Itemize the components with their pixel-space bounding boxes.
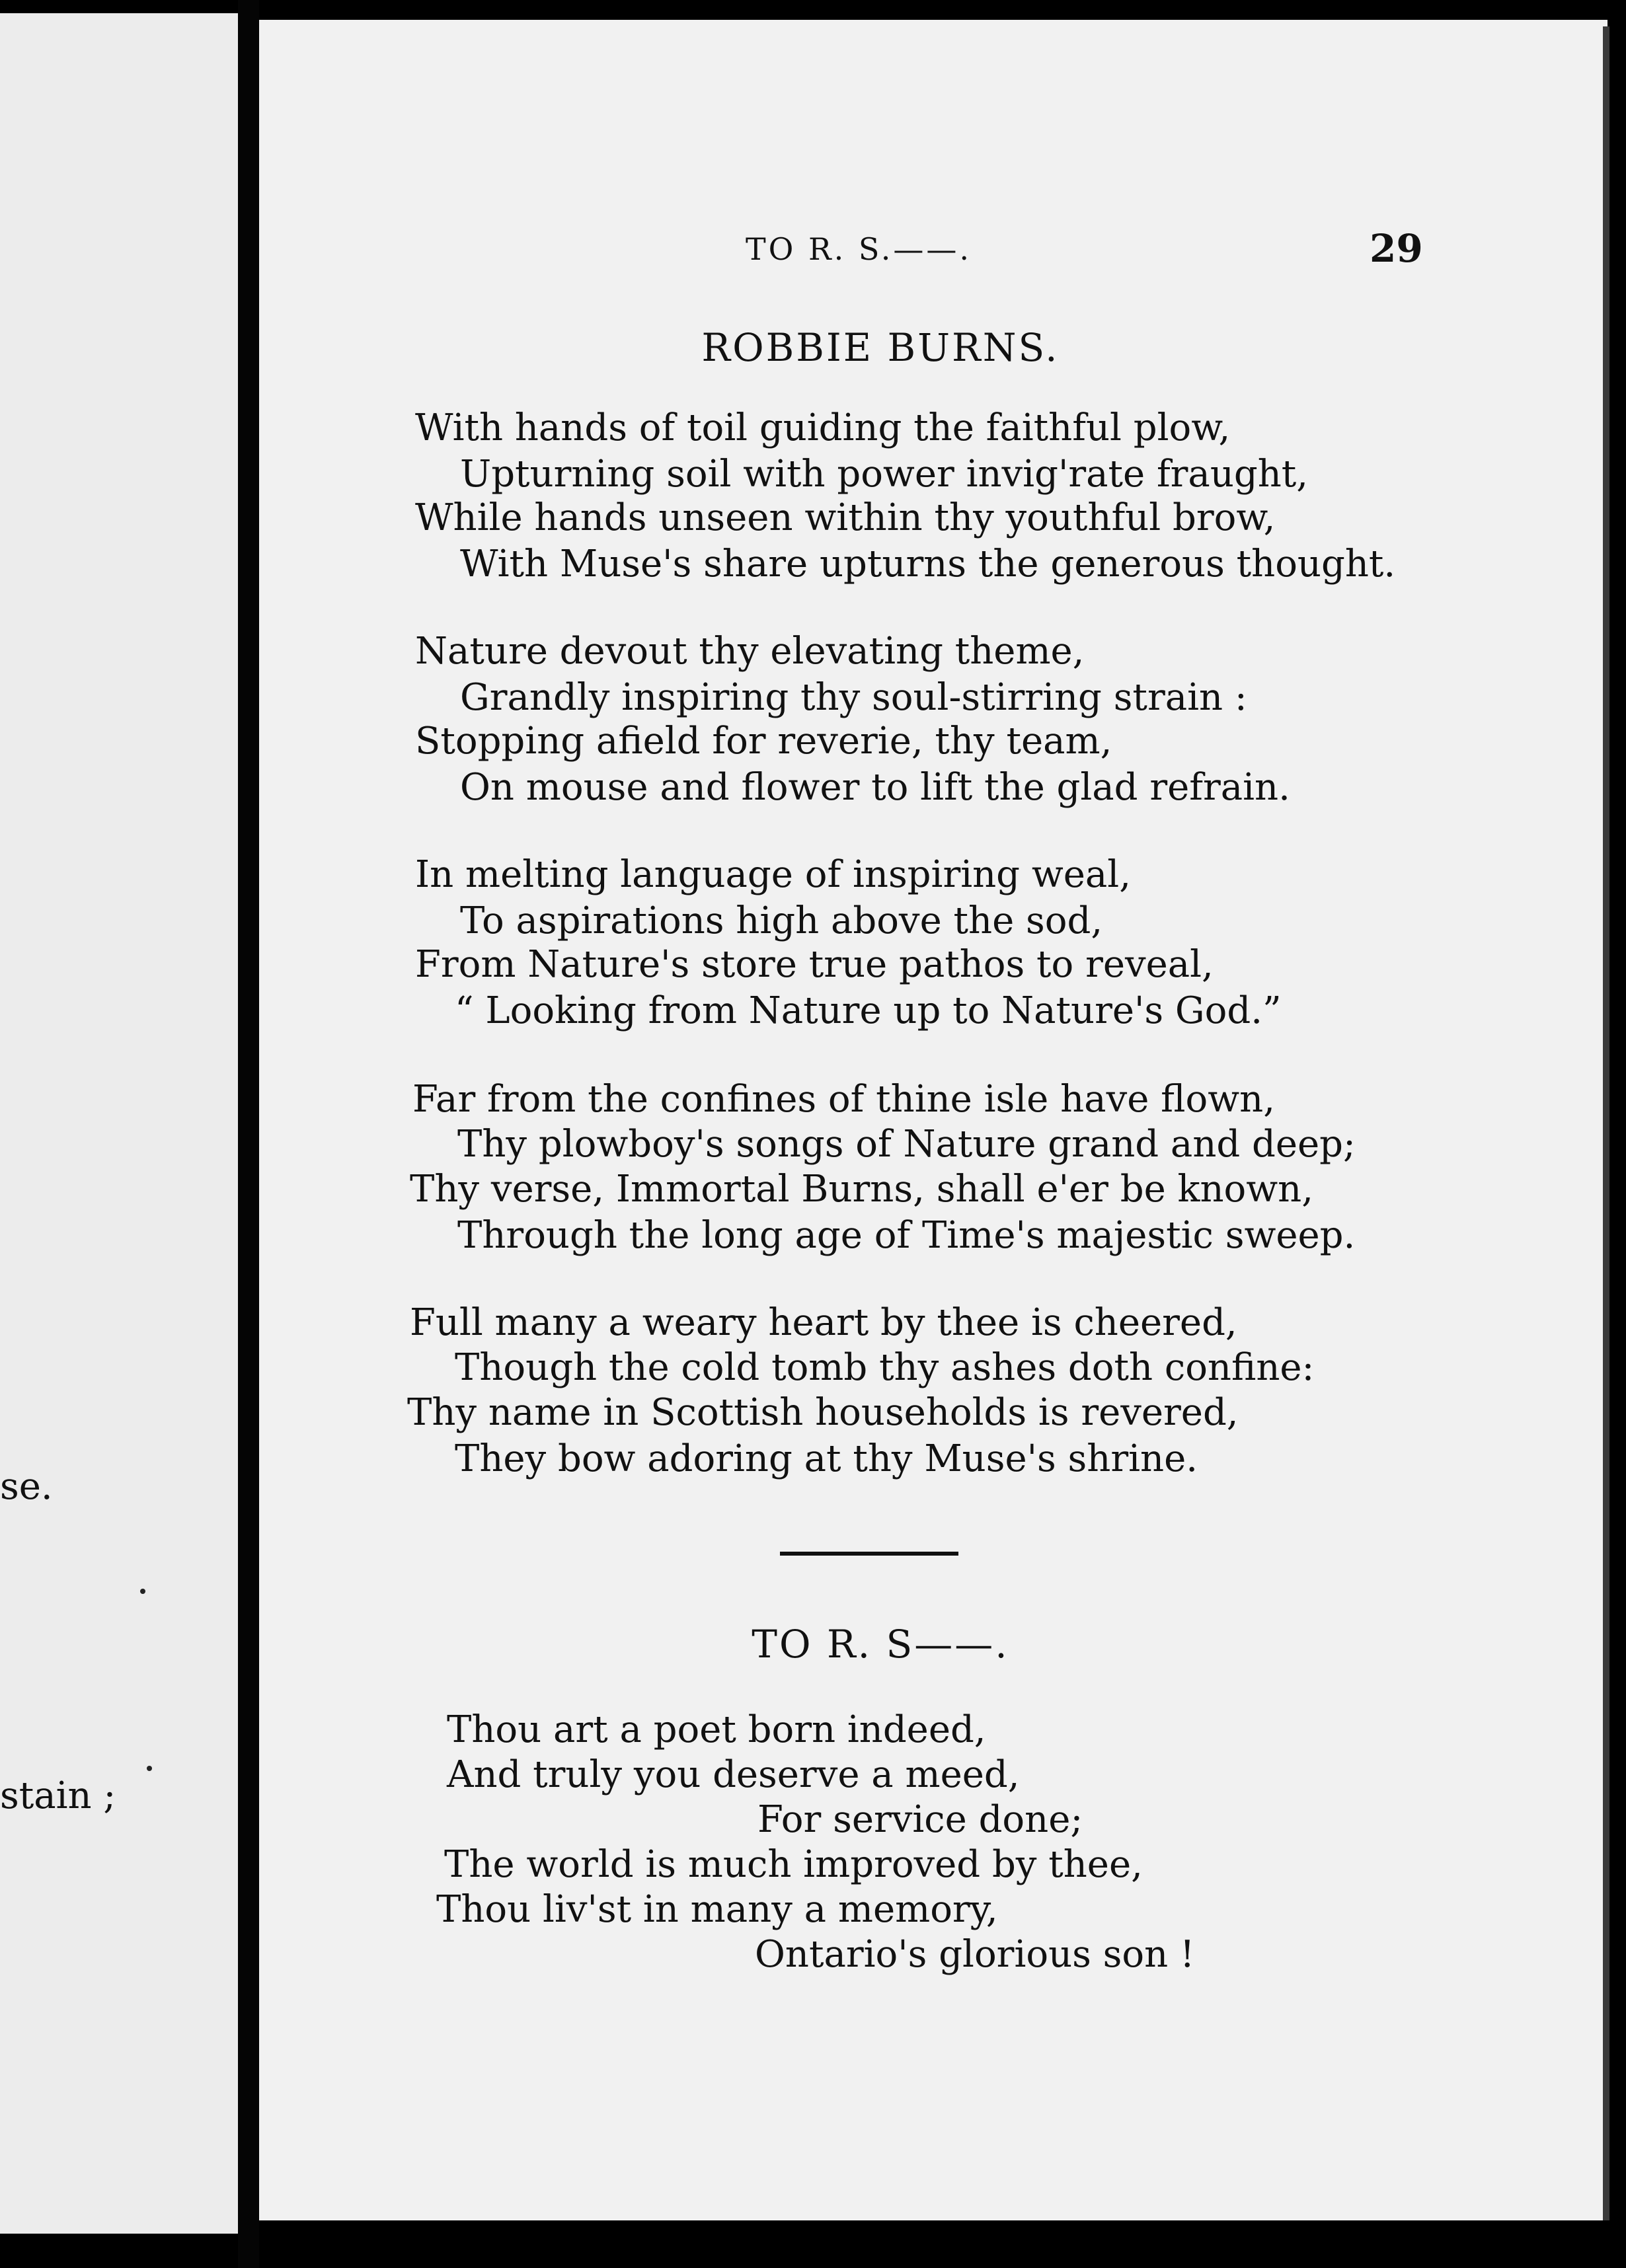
poem-line: Stopping afield for reverie, thy team,: [415, 720, 1112, 763]
poem-line: They bow adoring at thy Muse's shrine.: [455, 1437, 1198, 1480]
poem-line: Though the cold tomb thy ashes doth confine:: [455, 1346, 1315, 1389]
poem-line: Thou art a poet born indeed,: [447, 1708, 986, 1751]
poem-title-robbie-burns: ROBBIE BURNS.: [701, 325, 1060, 370]
poem-line: To aspirations high above the sod,: [460, 899, 1103, 942]
poem-line: Nature devout thy elevating theme,: [415, 630, 1085, 673]
poem-line: Thou liv'st in many a memory,: [436, 1888, 998, 1931]
poem-line: Grandly inspiring thy soul-stirring strain :: [460, 676, 1247, 719]
poem-line: Ontario's glorious son !: [755, 1933, 1195, 1976]
poem-line: Full many a weary heart by thee is cheered,: [410, 1301, 1237, 1344]
section-divider: [780, 1552, 958, 1556]
poem-line: With Muse's share upturns the generous thought.: [460, 543, 1396, 586]
running-header: TO R. S.——.: [746, 231, 972, 267]
left-page: [0, 13, 238, 2234]
poem-line: Thy name in Scottish households is revered,: [407, 1391, 1239, 1434]
poem-line: The world is much improved by thee,: [444, 1843, 1143, 1886]
poem-line: In melting language of inspiring weal,: [415, 853, 1132, 896]
poem-title-to-rs: TO R. S——.: [752, 1622, 1009, 1667]
poem-line: On mouse and flower to lift the glad refrain.: [460, 766, 1290, 809]
left-page-fragment: se.: [0, 1465, 53, 1508]
poem-line: While hands unseen within thy youthful brow,: [415, 496, 1276, 539]
speck: [147, 1766, 152, 1771]
page-edge: [1603, 26, 1609, 2220]
poem-line: Far from the confines of thine isle have flown,: [412, 1078, 1276, 1121]
poem-line: From Nature's store true pathos to reveal,: [415, 943, 1214, 986]
poem-line: Through the long age of Time's majestic sweep.: [457, 1214, 1356, 1257]
left-page-fragment: stain ;: [0, 1774, 116, 1817]
page-number: 29: [1370, 226, 1423, 271]
speck: [140, 1589, 145, 1594]
poem-line: Thy verse, Immortal Burns, shall e'er be known,: [410, 1168, 1314, 1211]
poem-line: For service done;: [757, 1798, 1083, 1841]
poem-line: With hands of toil guiding the faithful plow,: [415, 406, 1231, 449]
poem-line: Upturning soil with power invig'rate fraught,: [460, 453, 1309, 496]
poem-line: Thy plowboy's songs of Nature grand and deep;: [457, 1123, 1356, 1166]
poem-line: “ Looking from Nature up to Nature's God.”: [455, 989, 1282, 1032]
poem-line: And truly you deserve a meed,: [447, 1753, 1020, 1796]
book-spine: [238, 0, 259, 2268]
